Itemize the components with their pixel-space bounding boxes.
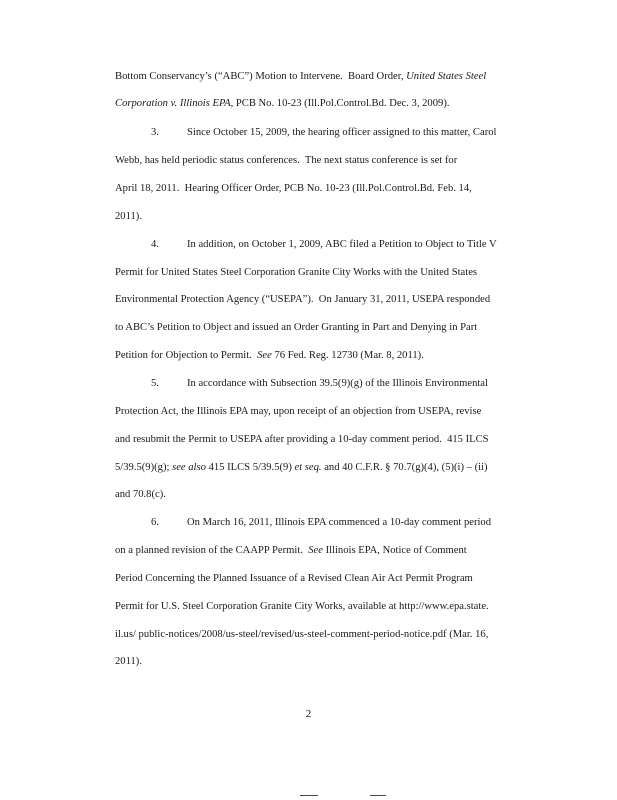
paragraph-3-number: 3. (151, 127, 159, 138)
paragraph-6-line-1: On March 16, 2011, Illinois EPA commenced a 10-day comment period (187, 517, 492, 528)
paragraph-3-line-1: Since October 15, 2009, the hearing officer assigned to this matter, Carol (187, 127, 497, 138)
paragraph-4-line-3: Environmental Protection Agency (“USEPA”). On January 31, 2011, USEPA responded (115, 294, 491, 305)
paragraph-4-line-5: Petition for Objection to Permit. See 76 Fed. Reg. 12730 (Mar. 8, 2011). (115, 350, 424, 361)
footer-divider (370, 795, 386, 796)
paragraph-5-line-3: and resubmit the Permit to USEPA after providing a 10-day comment period. 415 ILCS (115, 434, 489, 445)
paragraph-6-line-4: Permit for U.S. Steel Corporation Granite City Works, available at http://www.epa.state. (115, 601, 489, 612)
page-number: 2 (305, 708, 312, 720)
case-name: Corporation v. Illinois EPA (115, 98, 231, 109)
paragraph-3-line-4: 2011). (115, 211, 142, 222)
paragraph-3-line-2: Webb, has held periodic status conferences. The next status conference is set for (115, 155, 458, 166)
paragraph-6-line-6: 2011). (115, 656, 142, 667)
paragraph-6-line-2: on a planned revision of the CAAPP Permit. See Illinois EPA, Notice of Comment (115, 545, 467, 556)
signal-see: See (257, 350, 272, 361)
paragraph-2-line-1: Bottom Conservancy’s (“ABC”) Motion to Intervene. Board Order, United States Steel (115, 71, 487, 82)
paragraph-5-line-4: 5/39.5(9)(g); see also 415 ILCS 5/39.5(9) et seq. and 40 C.F.R. § 70.7(g)(4), (5)(i) – (ii) (115, 462, 488, 473)
paragraph-5-line-5: and 70.8(c). (115, 489, 166, 500)
paragraph-4-line-1: In addition, on October 1, 2009, ABC filed a Petition to Object to Title V (187, 239, 497, 250)
footer-divider (300, 795, 318, 796)
signal-see-also: see also (172, 462, 206, 473)
paragraph-3-line-3: April 18, 2011. Hearing Officer Order, PCB No. 10-23 (Ill.Pol.Control.Bd. Feb. 14, (115, 183, 472, 194)
paragraph-4-line-2: Permit for United States Steel Corporation Granite City Works with the United States (115, 267, 478, 278)
paragraph-4-number: 4. (151, 239, 159, 250)
paragraph-5-line-1: In accordance with Subsection 39.5(9)(g) of the Illinois Environmental (187, 378, 488, 389)
paragraph-6-line-5: il.us/ public-notices/2008/us-steel/revised/us-steel-comment-period-notice.pdf (Mar. 16, (115, 629, 489, 640)
paragraph-5-number: 5. (151, 378, 159, 389)
paragraph-4-line-4: to ABC’s Petition to Object and issued an Order Granting in Part and Denying in Part (115, 322, 478, 333)
paragraph-2-line-2: Corporation v. Illinois EPA, PCB No. 10-23 (Ill.Pol.Control.Bd. Dec. 3, 2009). (115, 98, 450, 109)
paragraph-6-line-3: Period Concerning the Planned Issuance of a Revised Clean Air Act Permit Program (115, 573, 473, 584)
case-name: United States Steel (406, 71, 487, 82)
paragraph-6-number: 6. (151, 517, 159, 528)
signal-see: See (308, 545, 323, 556)
paragraph-5-line-2: Protection Act, the Illinois EPA may, upon receipt of an objection from USEPA, revise (115, 406, 482, 417)
et-seq: et seq. (294, 462, 322, 473)
